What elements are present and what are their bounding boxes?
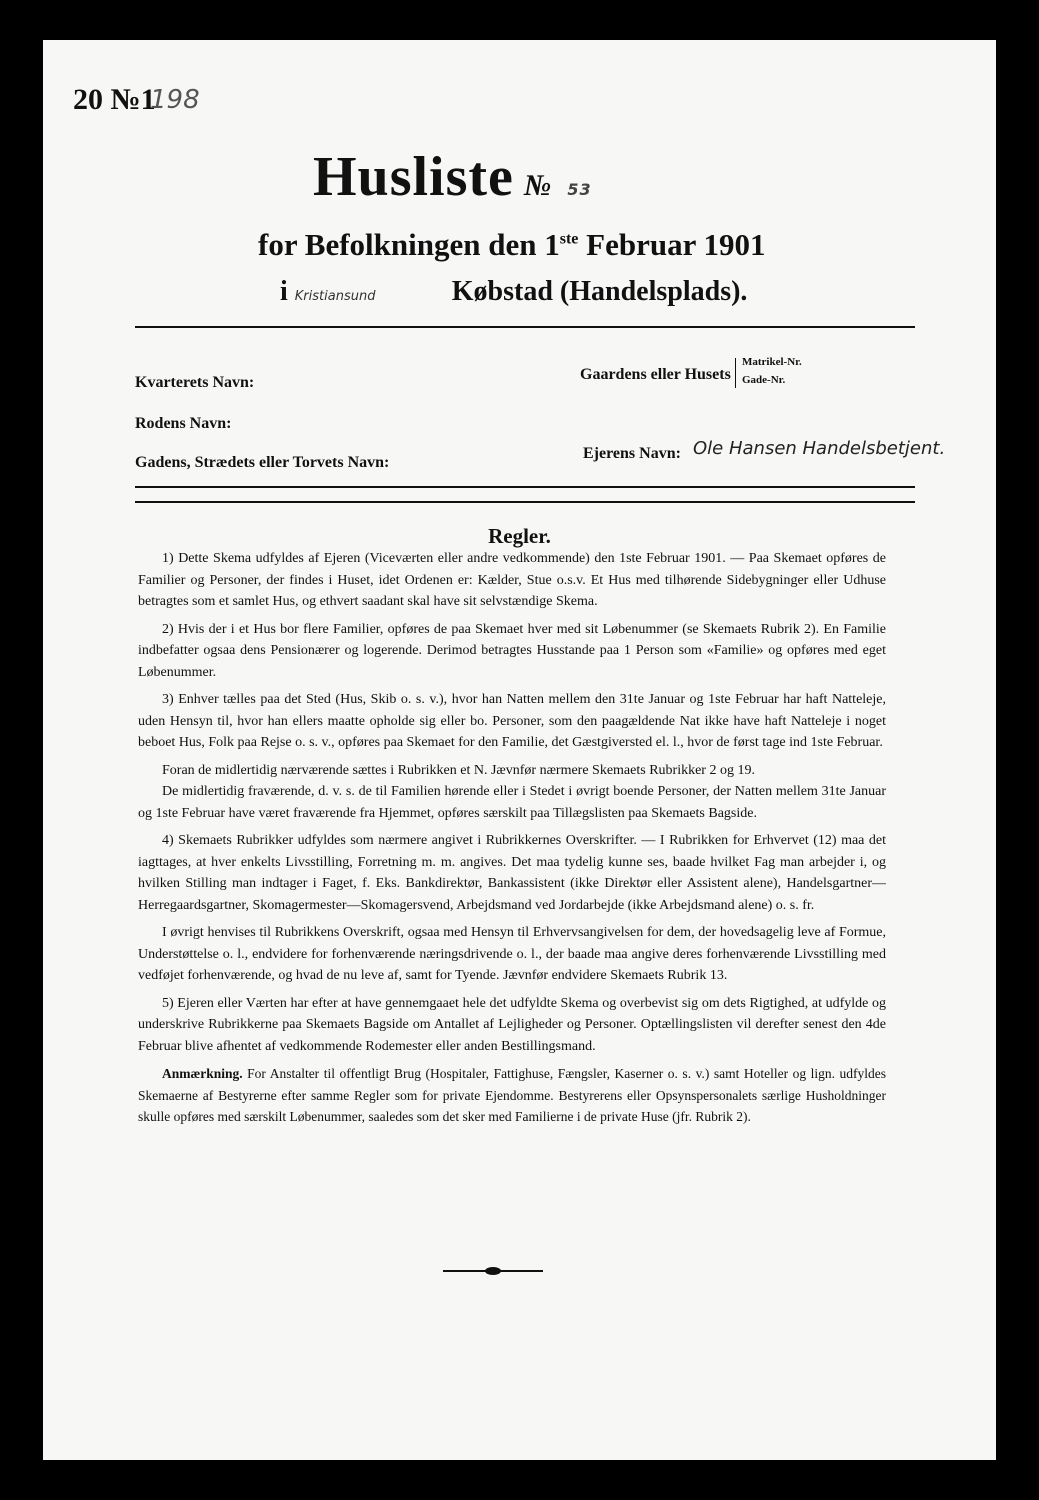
field-matrikel: Matrikel-Nr. [742,356,802,368]
rule-3c: De midlertidig fraværende, d. v. s. de til Familien hørende eller i Stedet i øvrigt boende Personer, der Natten mellem 31te Januar og 1ste Februar have været fraværende fra Hjemmet, opføres særskilt paa Tillægslisten paa Skemaets Bagside. [138,784,886,821]
page-title [313,145,813,209]
rule-4: 4) Skemaets Rubrikker udfyldes som nærmere angivet i Rubrikkernes Overskrifter. — I Rubrikken for Erhvervet (12) maa det iagttages, at hver enkelts Livsstilling, Forretning m. m. angives. Det maa tydelig kunne ses, baade hvilket Fag man arbejder i, og hvilken Stilling man indtager i Faget, f. Eks. Bankdirektør, Bankassistent (ikke Direktør eller Assistent alene), Handelsgartner—Herregaardsgartner, Skomagermester—Skomagersvend, Arbejdsmand ved Jordarbejde (ikke Arbejdsmand alene) o. s. fr. [138,833,886,913]
rule-4b: I øvrigt henvises til Rubrikkens Overskrift, ogsaa med Hensyn til Erhvervsangivelsen for dem, der hovedsagelig leve af Formue, Understøttelse o. l., endvidere for forhenværende næringsdrivende o. l., der baade maa angive deres forhenværende Livsstilling med vedføjet forhenværende, og hvad de nu leve af, samt for Tyende. Jævnfør endvidere Skemaets Rubrik 13. [138,925,886,983]
note-text: For Anstalter til offentligt Brug (Hospitaler, Fattighuse, Fængsler, Kaserner o. s. v.) samt Hoteller og lign. udfyldes Skemaerne af Bestyrerne efter samme Regler som for private Ejendomme. Bestyrerens eller Opsynspersonalets særlige Husholdninger skulle opføres med særskilt Løbenummer, saaledes som det sker med Familierne i de private Huse (jfr. Rubrik 2). [138,1066,886,1124]
regler-heading: Regler. [488,524,551,548]
field-gaden: Gadens, Strædets eller Torvets Navn: [135,454,390,471]
field-roden: Rodens Navn: [135,415,232,432]
mid-rule-2 [135,501,915,503]
rule-1: 1) Dette Skema udfyldes af Ejeren (Viceværten eller andre vedkommende) den 1ste Februar 1901. — Paa Skemaet opføres de Familier og Personer, der findes i Huset, idet Ordenen er: Kælder, Stue o.s.v. Et Hus med tilhørende Sidebygninger eller Udhuse betragtes som et samlet Hus, og ethvert saadant skal have sit selvstændige Skema. [138,551,886,609]
field-gade-nr: Gade-Nr. [742,374,786,386]
rule-3: 3) Enhver tælles paa det Sted (Hus, Skib o. s. v.), hvor han Natten mellem den 31te Januar og 1ste Februar har haft Natteleje, uden Hensyn til, hvor han ellers maatte opholde sig eller bo. Personer, som den paagældende Nat ikke have haft Natteleje i noget beboet Hus, Folk paa Rejse o. s. v., opføres paa Skemaet for den Familie, det Gæstgiversted el. l., hvor de først tage ind 1ste Februar. [138,692,886,750]
owner-handwritten: Ole Hansen Handelsbetjent. [693,438,946,459]
rule-3b: Foran de midlertidig nærværende sættes i Rubrikken et N. Jævnfør nærmere Skemaets Rubrikker 2 og 19. [162,762,755,778]
ornament-divider [443,1270,543,1272]
title-text: Husliste [313,146,514,208]
document-page [43,40,996,1460]
handwritten-number: 198 [150,85,200,115]
rules-body [138,548,886,1134]
note-label: Anmærkning. [162,1066,243,1081]
field-gaarden: Gaardens eller Husets [580,366,731,383]
place-suffix: Købstad (Handelsplads). [451,276,748,307]
title-no: № [523,169,553,202]
rule-5: 5) Ejeren eller Værten har efter at have gennemgaaet hele det udfyldte Skema og overbevist sig om dets Rigtighed, at udfylde og underskrive Rubrikkerne paa Skemaets Bagside om Antallet af Lejligheder og Personer. Optællingslisten vil derefter senest den 4de Februar blive afhentet af vedkommende Rodemester eller anden Bestillingsmand. [138,995,886,1054]
field-ejerens: Ejerens Navn: [583,445,681,462]
brace [735,358,738,388]
subtitle-post: Februar 1901 [578,227,766,262]
place-handwritten: Kristiansund [294,289,376,304]
top-rule [135,326,915,328]
title-no-handwritten: 53 [567,180,592,199]
form-number: 20 №1 [73,83,156,116]
rule-2: 2) Hvis der i et Hus bor flere Familier, opføres de paa Skemaet hver med sit Løbenummer (se Skemaets Rubrik 2). En Familie indbefatter ogsaa dens Pensionærer og logerende. Derimod betragtes Husstande paa 1 Person som «Familie» og opføres med eget Løbenummer. [138,621,886,680]
subtitle-pre: for Befolkningen den 1 [258,227,560,262]
place-i: i [280,276,288,307]
note [138,1063,886,1128]
place-line [280,276,747,308]
subtitle [258,227,766,263]
field-kvarter: Kvarterets Navn: [135,374,255,391]
subtitle-sup: ste [559,230,579,248]
mid-rule-1 [135,486,915,488]
